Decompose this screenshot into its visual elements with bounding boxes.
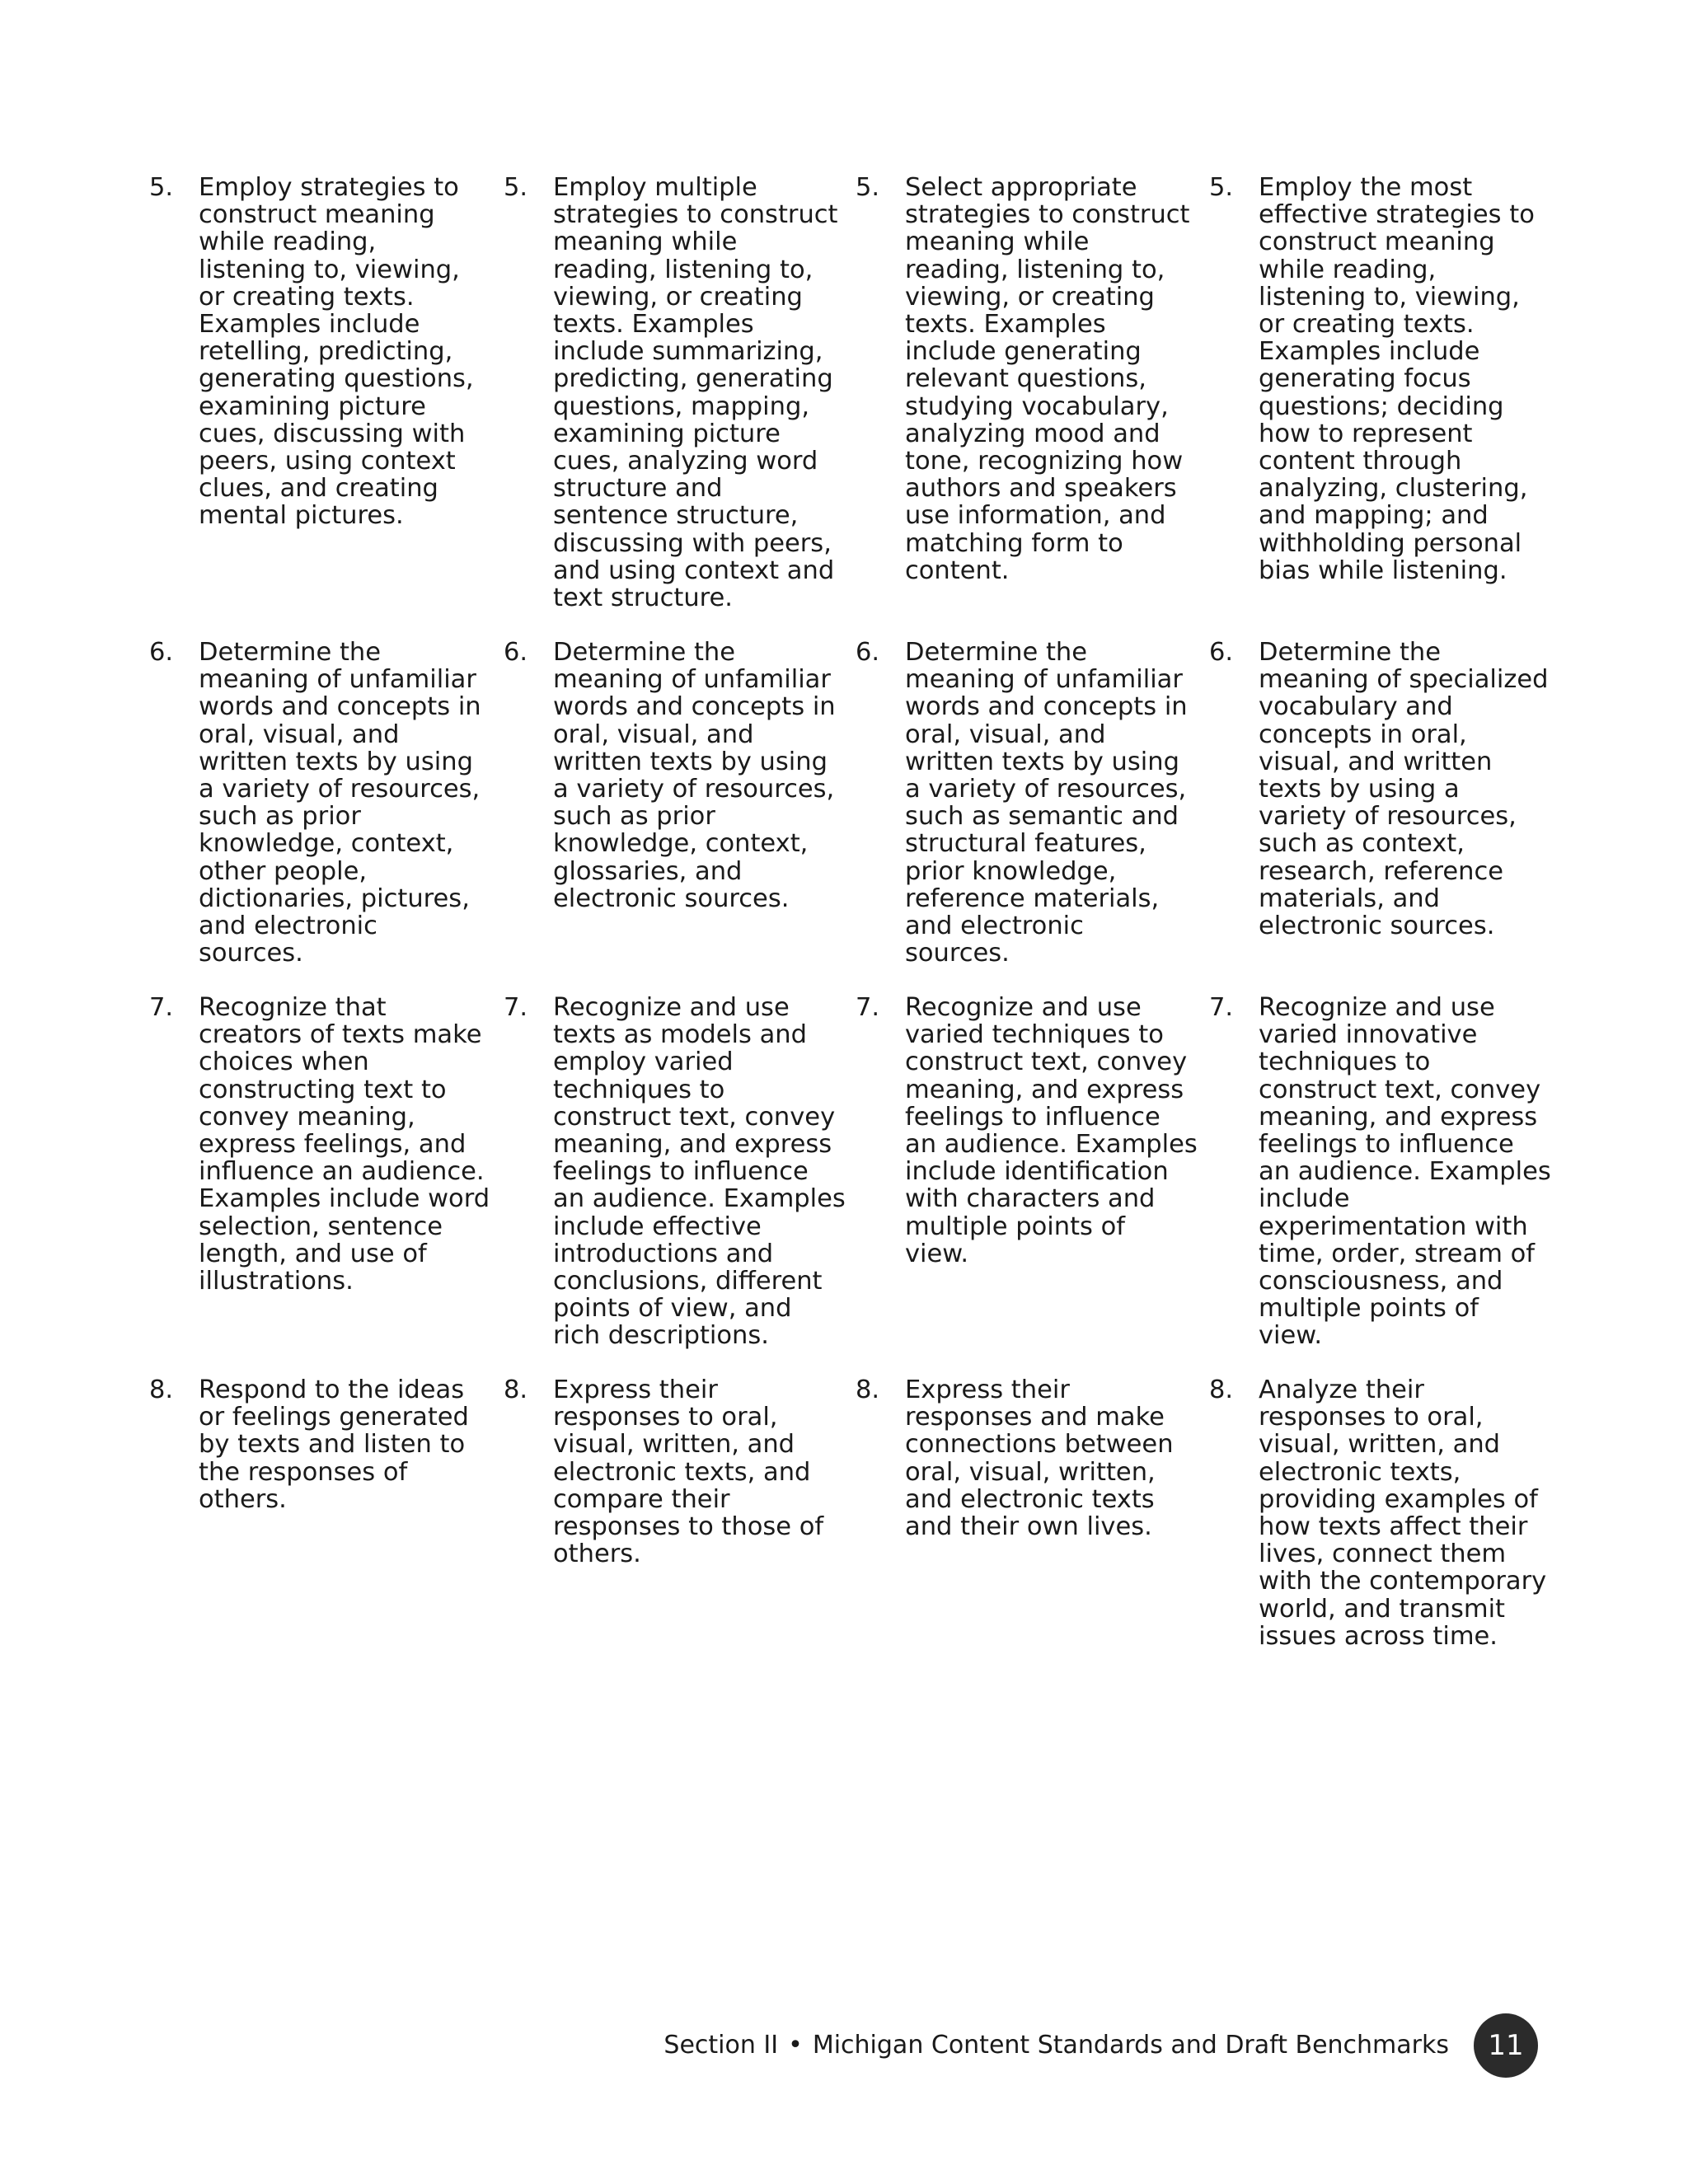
item-text: Recognize and use varied innovative techniques to construct text, convey meaning, and express feelings to influence an audience. Examples include experimentation with time, order, stream of consciousness, and multiple points of view. xyxy=(1259,993,1551,1351)
item-text: Recognize and use varied techniques to construct text, convey meaning, and express feelings to influence an audience. Examples include identification with characters and multiple points of view. xyxy=(905,993,1198,1268)
footer-section: Section II xyxy=(663,2031,779,2060)
item-text: Express their responses to oral, visual, written, and electronic texts, and compare their responses to those of others. xyxy=(553,1376,824,1569)
item-number: 7. xyxy=(149,993,174,1022)
item-number: 5. xyxy=(856,173,880,202)
item-number: 8. xyxy=(149,1376,174,1404)
item-number: 6. xyxy=(1209,638,1234,667)
item-number: 8. xyxy=(504,1376,528,1404)
footer-bullet: • xyxy=(788,2031,803,2060)
item-text: Employ multiple strategies to construct meaning while reading, listening to, viewing, or creating texts. Examples include summarizing, predicting, generating questions, mapping, examining picture cues, analyzing word structure and sentence structure, discussing with peers, and using context and text structure. xyxy=(553,173,838,613)
item-text: Express their responses and make connections between oral, visual, written, and electronic texts and their own lives. xyxy=(905,1376,1174,1542)
footer-caption xyxy=(663,2029,1449,2062)
item-text: Recognize and use texts as models and employ varied techniques to construct text, convey meaning, and express feelings to influence an audience. Examples include effective introductions and conclusions, different points of view, and rich descriptions. xyxy=(553,993,846,1351)
footer-title: Michigan Content Standards and Draft Benchmarks xyxy=(812,2031,1449,2060)
item-number: 8. xyxy=(1209,1376,1234,1404)
item-text: Respond to the ideas or feelings generated by texts and listen to the responses of others. xyxy=(199,1376,469,1514)
item-number: 5. xyxy=(1209,173,1234,202)
item-text: Determine the meaning of unfamiliar words and concepts in oral, visual, and written texts by using a variety of resources, such as semantic and structural features, prior knowledge, reference materials, and electronic sources. xyxy=(905,638,1188,968)
item-number: 6. xyxy=(149,638,174,667)
item-number: 7. xyxy=(856,993,880,1022)
item-text: Employ the most effective strategies to construct meaning while reading, listening to, viewing, or creating texts. Examples include generating focus questions; deciding how to represent content through analyzing, clustering, and mapping; and withholding personal bias while listening. xyxy=(1259,173,1535,585)
item-number: 6. xyxy=(856,638,880,667)
item-text: Analyze their responses to oral, visual, written, and electronic texts, providing examples of how texts affect their lives, connect them with the contemporary world, and transmit issues across time. xyxy=(1259,1376,1547,1651)
page-number-badge xyxy=(1474,2013,1538,2078)
item-text: Determine the meaning of unfamiliar words and concepts in oral, visual, and written texts by using a variety of resources, such as prior knowledge, context, glossaries, and electronic sources. xyxy=(553,638,836,913)
item-text: Select appropriate strategies to construct meaning while reading, listening to, viewing, or creating texts. Examples include generating relevant questions, studying vocabulary, analyzing mood and tone, recognizing how authors and speakers use information, and matching form to content. xyxy=(905,173,1190,585)
item-number: 5. xyxy=(149,173,174,202)
item-text: Recognize that creators of texts make choices when constructing text to convey meaning, express feelings, and influence an audience. Examples include word selection, sentence length, and use of illustrations. xyxy=(199,993,490,1296)
item-number: 6. xyxy=(504,638,528,667)
page-number: 11 xyxy=(1488,2029,1524,2062)
item-text: Determine the meaning of unfamiliar words and concepts in oral, visual, and written texts by using a variety of resources, such as prior knowledge, context, other people, dictionaries, pictures, and electronic sources. xyxy=(199,638,481,968)
item-number: 7. xyxy=(1209,993,1234,1022)
item-number: 8. xyxy=(856,1376,880,1404)
page-footer xyxy=(0,2011,1688,2085)
item-number: 7. xyxy=(504,993,528,1022)
item-text: Employ strategies to construct meaning while reading, listening to, viewing, or creating texts. Examples include retelling, predicting, generating questions, examining picture cues, discussing with peers, using context clues, and creating mental pictures. xyxy=(199,173,474,531)
item-text: Determine the meaning of specialized vocabulary and concepts in oral, visual, and written texts by using a variety of resources, such as context, research, reference materials, and electronic sources. xyxy=(1259,638,1549,941)
item-number: 5. xyxy=(504,173,528,202)
